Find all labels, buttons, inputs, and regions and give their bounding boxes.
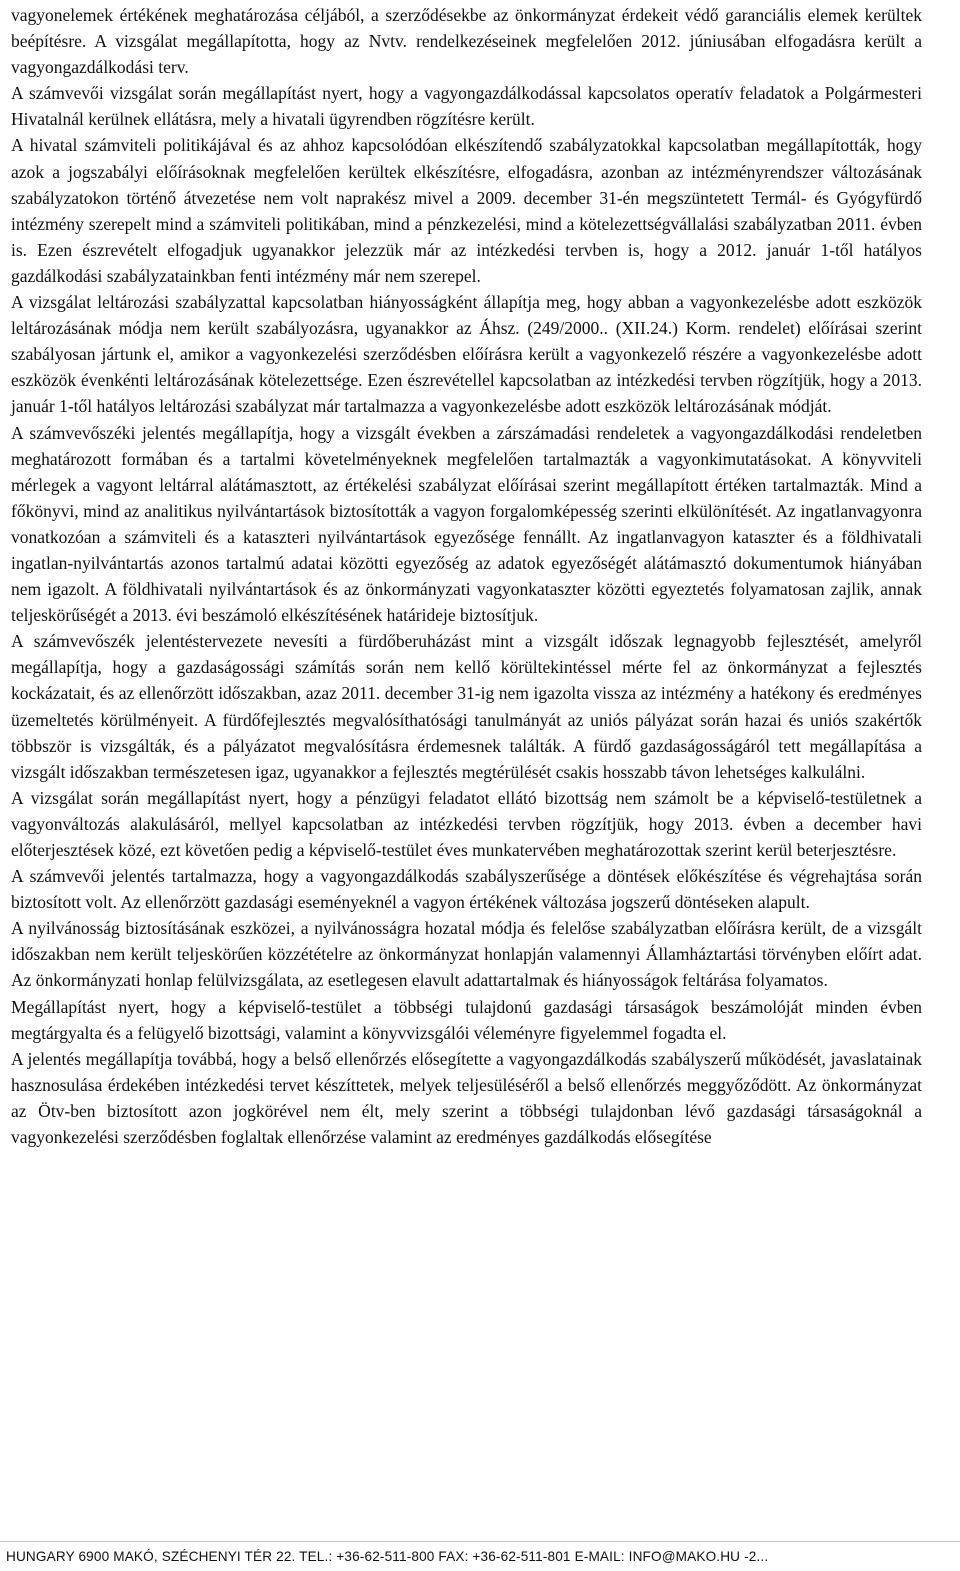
document-body (11, 2, 922, 1150)
page-footer: HUNGARY 6900 MAKÓ, SZÉCHENYI TÉR 22. TEL.: +36-62-511-800 FAX: +36-62-511-801 E-MAIL: INFO@MAKO.HU -2... (6, 1549, 769, 1564)
paragraph: A számvevői jelentés tartalmazza, hogy a vagyongazdálkodás szabályszerűsége a döntések előkészítése és végrehajtása során biztosított volt. Az ellenőrzött gazdasági eseményeknél a vagyon értékének változása jogszerű döntéseken alapult. (11, 866, 922, 913)
footer-divider (0, 1541, 960, 1542)
paragraph: A vizsgálat leltározási szabályzattal kapcsolatban hiányosságként állapítja meg, hogy abban a vagyonkezelésbe adott eszközök leltározásának módja nem került szabályozásra, ugyanakkor az Áhsz. (249/2000.. (XII.24.) Korm. rendelet) előírásai szerint szabályosan jártunk el, amikor a vagyonkezelési szerződésben előírásra került a vagyonkezelő részére a vagyonkezelésbe adott eszközök évenkénti leltározásának kötelezettsége. Ezen észrevétellel kapcsolatban az intézkedési tervben rögzítjük, hogy a 2013. január 1-től hatályos leltározási szabályzat már tartalmazza a vagyonkezelésbe adott eszközök leltározásának módját. (11, 292, 922, 417)
paragraph: A számvevőszéki jelentés megállapítja, hogy a vizsgált években a zárszámadási rendeletek a vagyongazdálkodási rendeletben meghatározott formában és a tartalmi követelményeknek megfelelően tartalmazták a vagyonkimutatásokat. A könyvviteli mérlegek a vagyont leltárral alátámasztott, az értékelési szabályzat előírásai szerint megállapított értéken tartalmazták. Mind a főkönyvi, mind az analitikus nyilvántartások biztosították a vagyon forgalomképesség szerinti elkülönítését. Az ingatlanvagyonra vonatkozóan a számviteli és a kataszteri nyilvántartások egyezősége fennállt. Az ingatlanvagyon kataszter és a földhivatali ingatlan-nyilvántartás azonos tartalmú adatai közötti egyezőség az adatok egyezőségét alátámasztó dokumentumok hiányában nem igazolt. A földhivatali nyilvántartások és az önkormányzati vagyonkataszter közötti egyeztetés folyamatosan zajlik, annak teljeskörűségét a 2013. évi beszámoló elkészítésének határideje biztosítjuk. (11, 422, 922, 626)
paragraph: A számvevői vizsgálat során megállapítást nyert, hogy a vagyongazdálkodással kapcsolatos operatív feladatok a Polgármesteri Hivatalnál kerülnek ellátásra, mely a hivatali ügyrendben rögzítésre került. (11, 83, 922, 130)
paragraph: A vizsgálat során megállapítást nyert, hogy a pénzügyi feladatot ellátó bizottság nem számolt be a képviselő-testületnek a vagyonváltozás alakulásáról, mellyel kapcsolatban az intézkedési tervben rögzítjük, hogy 2013. évben a december havi előterjesztések közé, ezt követően pedig a képviselő-testület éves munkatervében meghatározottak szerint kerül beterjesztésre. (11, 787, 922, 860)
paragraph: A számvevőszék jelentéstervezete nevesíti a fürdőberuházást mint a vizsgált időszak legnagyobb fejlesztését, amelyről megállapítja, hogy a gazdaságossági számítás során nem kellő körültekintéssel mérte fel az önkormányzat a fejlesztés kockázatait, és az ellenőrzött időszakban, azaz 2011. december 31-ig nem igazolta vissza az intézmény a hatékony és eredményes üzemeltetés körülményeit. A fürdőfejlesztés megvalósíthatósági tanulmányát az uniós pályázat során hazai és uniós szakértők többször is vizsgálták, és a pályázatot megvalósításra érdemesnek találták. A fürdő gazdaságosságáról tett megállapítása a vizsgált időszakban természetesen igaz, ugyanakkor a fejlesztés megtérülését csakis hosszabb távon lehetséges kalkulálni. (11, 631, 922, 782)
paragraph: A nyilvánosság biztosításának eszközei, a nyilvánosságra hozatal módja és felelőse szabályzatban előírásra került, de a vizsgált időszakban nem került teljeskörűen közzétételre az önkormányzat honlapján valamennyi Államháztartási törvényben előírt adat. Az önkormányzati honlap felülvizsgálata, az esetlegesen elavult adattartalmak és hiányosságok feltárása folyamatos. (11, 918, 922, 991)
paragraph: A hivatal számviteli politikájával és az ahhoz kapcsolódóan elkészítendő szabályzatokkal kapcsolatban megállapították, hogy azok a jogszabályi előírásoknak megfelelően kerültek elkészítésre, elfogadásra, azonban az intézményrendszer változásának szabályzatokon történő átvezetése nem volt naprakész mivel a 2009. december 31-én megszüntetett Termál- és Gyógyfürdő intézmény szerepelt mind a számviteli politikában, mind a pénzkezelési, mind a kötelezettségvállalási szabályzatban 2011. évben is. Ezen észrevételt elfogadjuk ugyanakkor jelezzük már az intézkedési tervben is, hogy a 2012. január 1-től hatályos gazdálkodási szabályzatainkban fenti intézmény már nem szerepel. (11, 135, 922, 286)
paragraph: Megállapítást nyert, hogy a képviselő-testület a többségi tulajdonú gazdasági társaságok beszámolóját minden évben megtárgyalta és a felügyelő bizottsági, valamint a könyvvizsgálói véleményre figyelemmel fogadta el. (11, 996, 922, 1043)
paragraph: vagyonelemek értékének meghatározása céljából, a szerződésekbe az önkormányzat érdekeit védő garanciális elemek kerültek beépítésre. A vizsgálat megállapította, hogy az Nvtv. rendelkezéseinek megfelelően 2012. júniusában elfogadásra került a vagyongazdálkodási terv. (11, 5, 922, 78)
paragraph: A jelentés megállapítja továbbá, hogy a belső ellenőrzés elősegítette a vagyongazdálkodás szabályszerű működését, javaslatainak hasznosulása érdekében intézkedési tervet készíttetek, melyek teljesüléséről a belső ellenőrzés meggyőződött. Az önkormányzat az Ötv-ben biztosított azon jogkörével nem élt, mely szerint a többségi tulajdonban lévő gazdasági társaságoknál a vagyonkezelési szerződésben foglaltak ellenőrzése valamint az eredményes gazdálkodás elősegítése (11, 1048, 922, 1148)
